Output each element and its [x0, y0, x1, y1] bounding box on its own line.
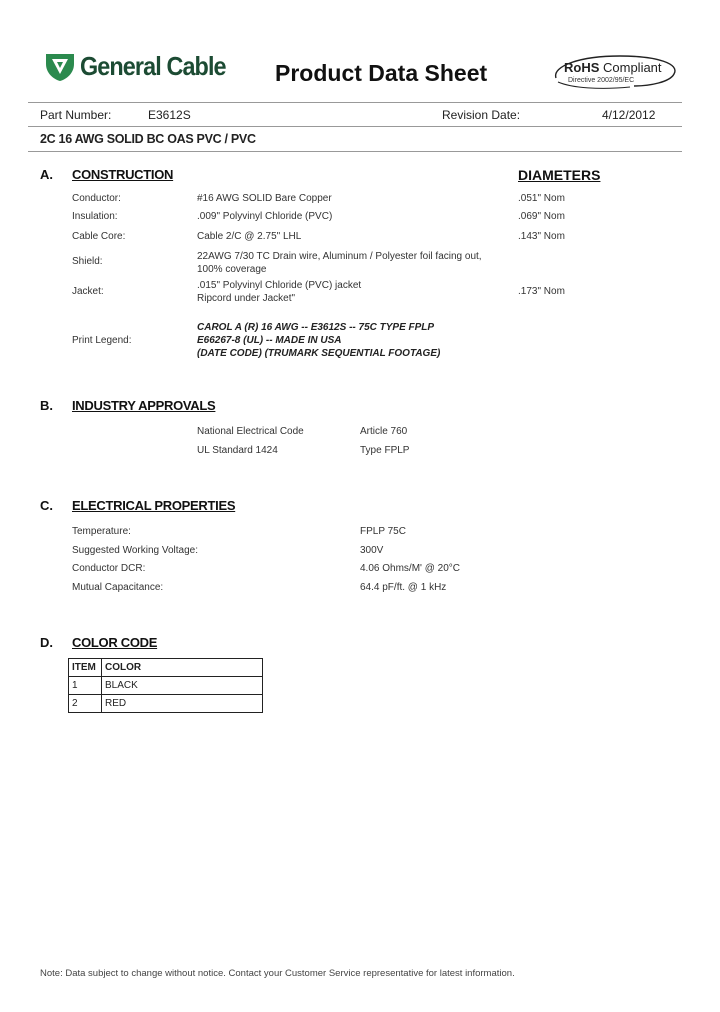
rohs-badge	[550, 52, 678, 92]
page-title: Product Data Sheet	[275, 60, 488, 86]
part-number-value: E3612S	[148, 108, 191, 122]
column-header-item: ITEM	[69, 659, 102, 677]
table-row	[69, 695, 263, 713]
brand-logo	[44, 50, 242, 82]
table-row	[69, 677, 263, 695]
electrical-value: 64.4 pF/ft. @ 1 kHz	[360, 582, 447, 593]
revision-date-label: Revision Date:	[442, 108, 521, 122]
brand-name: General Cable	[80, 50, 226, 81]
revision-date-value: 4/12/2012	[602, 108, 656, 122]
print-legend-line: E66267-8 (UL) -- MADE IN USA	[197, 335, 342, 346]
diameter-value: .173" Nom	[518, 286, 565, 297]
construction-label: Shield:	[72, 256, 103, 267]
construction-value-line2: Ripcord under Jacket"	[197, 293, 296, 304]
rohs-directive: Directive 2002/95/EC	[568, 77, 635, 84]
electrical-value: 4.06 Ohms/M' @ 20°C	[360, 563, 460, 574]
construction-value: 22AWG 7/30 TC Drain wire, Aluminum / Polyester foil facing out, 100% coverage	[197, 251, 482, 275]
color-cell: BLACK	[102, 677, 263, 695]
electrical-value: FPLP 75C	[360, 526, 406, 537]
electrical-value: 300V	[360, 545, 384, 556]
section-letter: A.	[40, 167, 53, 182]
print-legend-line: (DATE CODE) (TRUMARK SEQUENTIAL FOOTAGE)	[197, 348, 441, 359]
construction-label: Jacket:	[72, 286, 104, 297]
approval-value: Article 760	[360, 426, 408, 437]
divider	[28, 102, 682, 103]
section-letter: B.	[40, 398, 53, 413]
construction-value: .015" Polyvinyl Chloride (PVC) jacket	[197, 280, 362, 291]
diameters-heading: DIAMETERS	[518, 167, 601, 183]
electrical-label: Conductor DCR:	[72, 563, 146, 574]
electrical-label: Temperature:	[72, 526, 131, 537]
construction-label: Insulation:	[72, 211, 118, 222]
divider	[28, 151, 682, 152]
color-code-heading: COLOR CODE	[72, 635, 158, 650]
column-header-color: COLOR	[102, 659, 263, 677]
electrical-label: Mutual Capacitance:	[72, 582, 164, 593]
approval-name: National Electrical Code	[197, 426, 304, 437]
general-cable-shield-icon	[44, 50, 76, 82]
table-header-row	[69, 659, 263, 677]
section-letter: C.	[40, 498, 53, 513]
electrical-properties-heading: ELECTRICAL PROPERTIES	[72, 498, 236, 513]
item-cell: 2	[69, 695, 102, 713]
approval-name: UL Standard 1424	[197, 445, 278, 456]
part-number-label: Part Number:	[40, 108, 112, 122]
divider	[28, 126, 682, 127]
construction-heading: CONSTRUCTION	[72, 167, 174, 182]
color-cell: RED	[102, 695, 263, 713]
construction-label: Cable Core:	[72, 231, 126, 242]
industry-approvals-heading: INDUSTRY APPROVALS	[72, 398, 216, 413]
diameter-value: .051" Nom	[518, 193, 565, 204]
print-legend-line: CAROL A (R) 16 AWG -- E3612S -- 75C TYPE FPLP	[197, 322, 435, 333]
rohs-label: RoHS Compliant	[564, 60, 662, 75]
approval-value: Type FPLP	[360, 445, 410, 456]
color-code-table	[68, 658, 263, 713]
diameter-value: .069" Nom	[518, 211, 565, 222]
construction-value: .009" Polyvinyl Chloride (PVC)	[197, 211, 333, 222]
section-letter: D.	[40, 635, 53, 650]
electrical-label: Suggested Working Voltage:	[72, 545, 199, 556]
construction-label: Conductor:	[72, 193, 121, 204]
construction-value: Cable 2/C @ 2.75" LHL	[197, 231, 302, 242]
item-cell: 1	[69, 677, 102, 695]
construction-value: #16 AWG SOLID Bare Copper	[197, 193, 332, 204]
print-legend-label: Print Legend:	[72, 335, 132, 346]
diameter-value: .143" Nom	[518, 231, 565, 242]
footer-note: Note: Data subject to change without notice. Contact your Customer Service representative for latest information.	[40, 968, 515, 979]
product-description: 2C 16 AWG SOLID BC OAS PVC / PVC	[40, 132, 256, 146]
